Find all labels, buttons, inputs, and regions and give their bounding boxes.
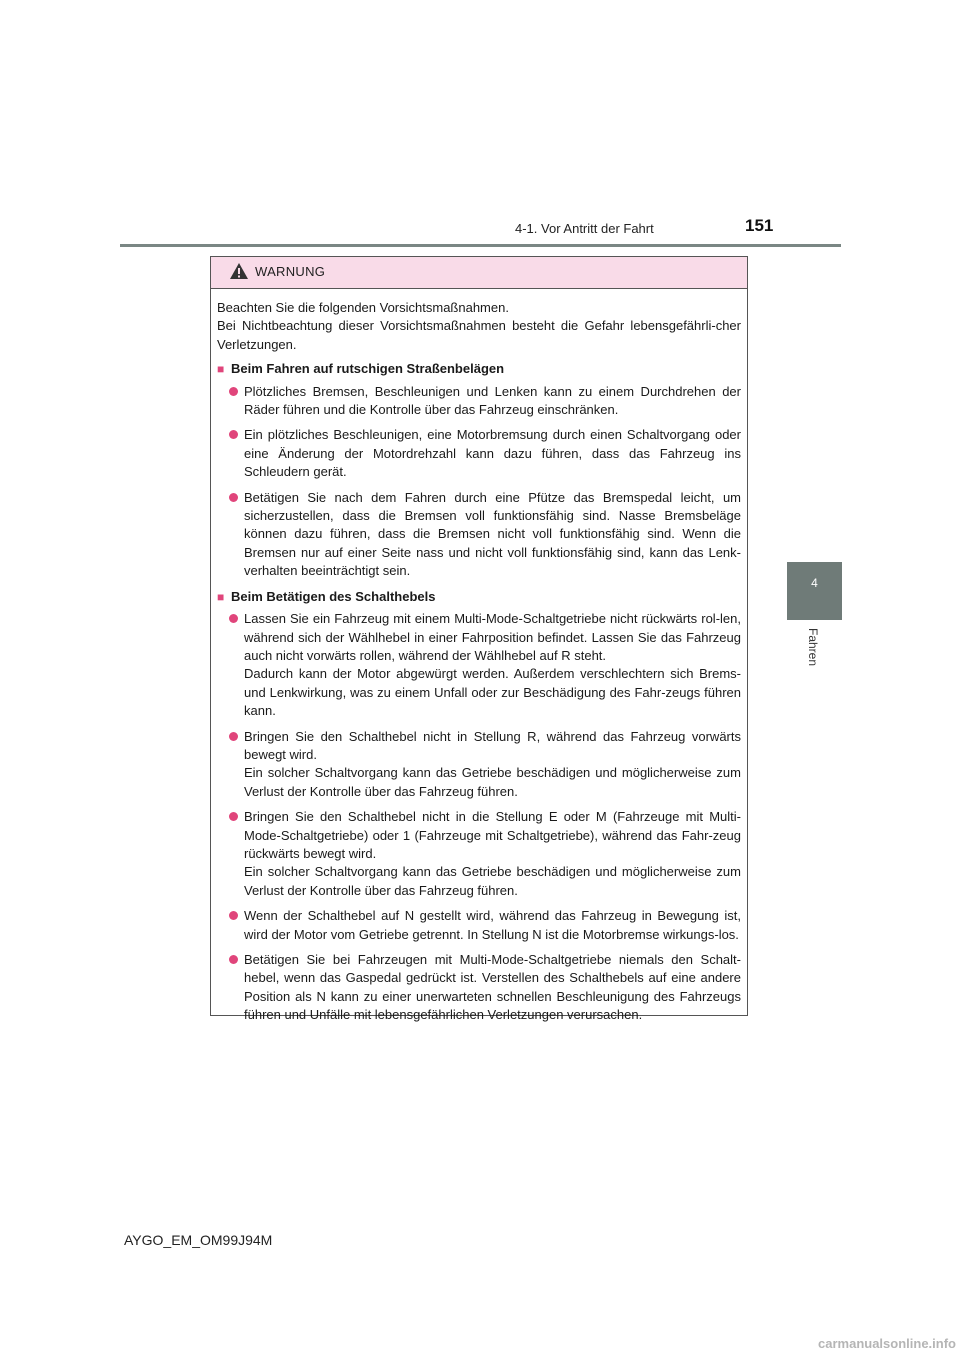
list-item: [217, 610, 741, 720]
dot-bullet-icon: [229, 812, 238, 821]
dot-bullet-icon: [229, 387, 238, 396]
list-item-text: Betätigen Sie bei Fahrzeugen mit Multi-Mode-Schaltgetriebe niemals den Schalt-hebel, wenn das Gaspedal gedrückt ist. Verstellen des Schalthebels auf eine andere Position als N kann zu einer unerwarteten schnellen Beschleunigung des Fahrzeugs führen und Unfälle mit lebensgefährlichen Verletzungen verursachen.: [244, 952, 741, 1023]
dot-bullet-icon: [229, 430, 238, 439]
watermark: carmanualsonline.info: [818, 1336, 956, 1351]
section-title: 4-1. Vor Antritt der Fahrt: [515, 221, 654, 236]
section-heading-text: Beim Betätigen des Schalthebels: [231, 588, 436, 604]
dot-bullet-icon: [229, 955, 238, 964]
section-heading: [217, 588, 741, 606]
square-bullet-icon: ■: [217, 589, 225, 604]
list-item: [217, 728, 741, 802]
list-item-text: Bringen Sie den Schalthebel nicht in Stellung R, während das Fahrzeug vorwärts bewegt wird. Ein solcher Schaltvorgang kann das Getriebe beschädigen und möglicherweise zum Verlust der Kontrolle über das Fahrzeug führen.: [244, 728, 741, 799]
section-heading-text: Beim Fahren auf rutschigen Straßenbelägen: [231, 361, 505, 377]
chapter-tab[interactable]: [787, 562, 842, 620]
section-heading: [217, 360, 741, 378]
warning-title: WARNUNG: [255, 264, 326, 279]
chapter-tab-label: Fahren: [806, 628, 820, 667]
list-item: [217, 808, 741, 900]
list-item: [217, 426, 741, 481]
warning-content: [211, 289, 747, 1025]
intro-line: Beachten Sie die folgenden Vorsichtsmaßnahmen.: [217, 300, 509, 315]
chapter-tab-number: 4: [811, 576, 818, 590]
header-rule: [120, 244, 841, 247]
list-item: [217, 951, 741, 1025]
list-item-text: Lassen Sie ein Fahrzeug mit einem Multi-Mode-Schaltgetriebe nicht rückwärts rol-len, während sich der Wählhebel in einer Fahrposition befindet. Lassen Sie das Fahrzeug auch nicht vorwärts rollen, während der Wählhebel auf R steht. Dadurch kann der Motor abgewürgt werden. Außerdem verschlechtern sich Brems- und Lenkwirkung, was zu einem Unfall oder zur Beschädigung des Fahr-zeugs führen kann.: [244, 611, 741, 719]
list-item: [217, 907, 741, 944]
list-item-text: Plötzliches Bremsen, Beschleunigen und Lenken kann zu einem Durchdrehen der Räder führen und die Kontrolle über das Fahrzeug einschränken.: [244, 383, 741, 418]
dot-bullet-icon: [229, 614, 238, 623]
list-item: [217, 383, 741, 420]
intro-line: Bei Nichtbeachtung dieser Vorsichtsmaßnahmen besteht die Gefahr lebensgefährli-cher Verletzungen.: [217, 318, 741, 352]
dot-bullet-icon: [229, 493, 238, 502]
square-bullet-icon: ■: [217, 362, 225, 377]
warning-header: [211, 257, 747, 289]
list-item: [217, 489, 741, 581]
dot-bullet-icon: [229, 911, 238, 920]
list-item-text: Bringen Sie den Schalthebel nicht in die Stellung E oder M (Fahrzeuge mit Multi-Mode-Schaltgetriebe) oder 1 (Fahrzeuge mit Schaltgetriebe), während das Fahr-zeug rückwärts bewegt wird. Ein solcher Schaltvorgang kann das Getriebe beschädigen und möglicherweise zum Verlust der Kontrolle über das Fahrzeug führen.: [244, 809, 741, 898]
dot-bullet-icon: [229, 732, 238, 741]
document-code: AYGO_EM_OM99J94M: [124, 1232, 273, 1248]
list-item-text: Betätigen Sie nach dem Fahren durch eine Pfütze das Bremspedal leicht, um sicherzustellen, dass die Bremsen voll funktionsfähig sind. Nasse Bremsbeläge können dazu führen, dass die Bremsen nicht voll funktionsfähig sind. Wenn die Bremsen nur auf einer Seite nass und nicht voll funktionsfähig sind, kann das Lenk-verhalten beeinträchtigt sein.: [244, 489, 741, 579]
warning-box: [210, 256, 748, 1023]
page-number: 151: [745, 216, 774, 235]
list-item-text: Ein plötzliches Beschleunigen, eine Motorbremsung durch einen Schaltvorgang oder eine Änderung der Motordrehzahl kann dazu führen, dass das Fahrzeug ins Schleudern gerät.: [244, 427, 741, 480]
warning-triangle-icon: [229, 262, 249, 285]
list-item-text: Wenn der Schalthebel auf N gestellt wird, während das Fahrzeug in Bewegung ist, wird der Motor vom Getriebe getrennt. In Stellung N ist die Motorbremse wirkungs-los.: [244, 908, 741, 942]
